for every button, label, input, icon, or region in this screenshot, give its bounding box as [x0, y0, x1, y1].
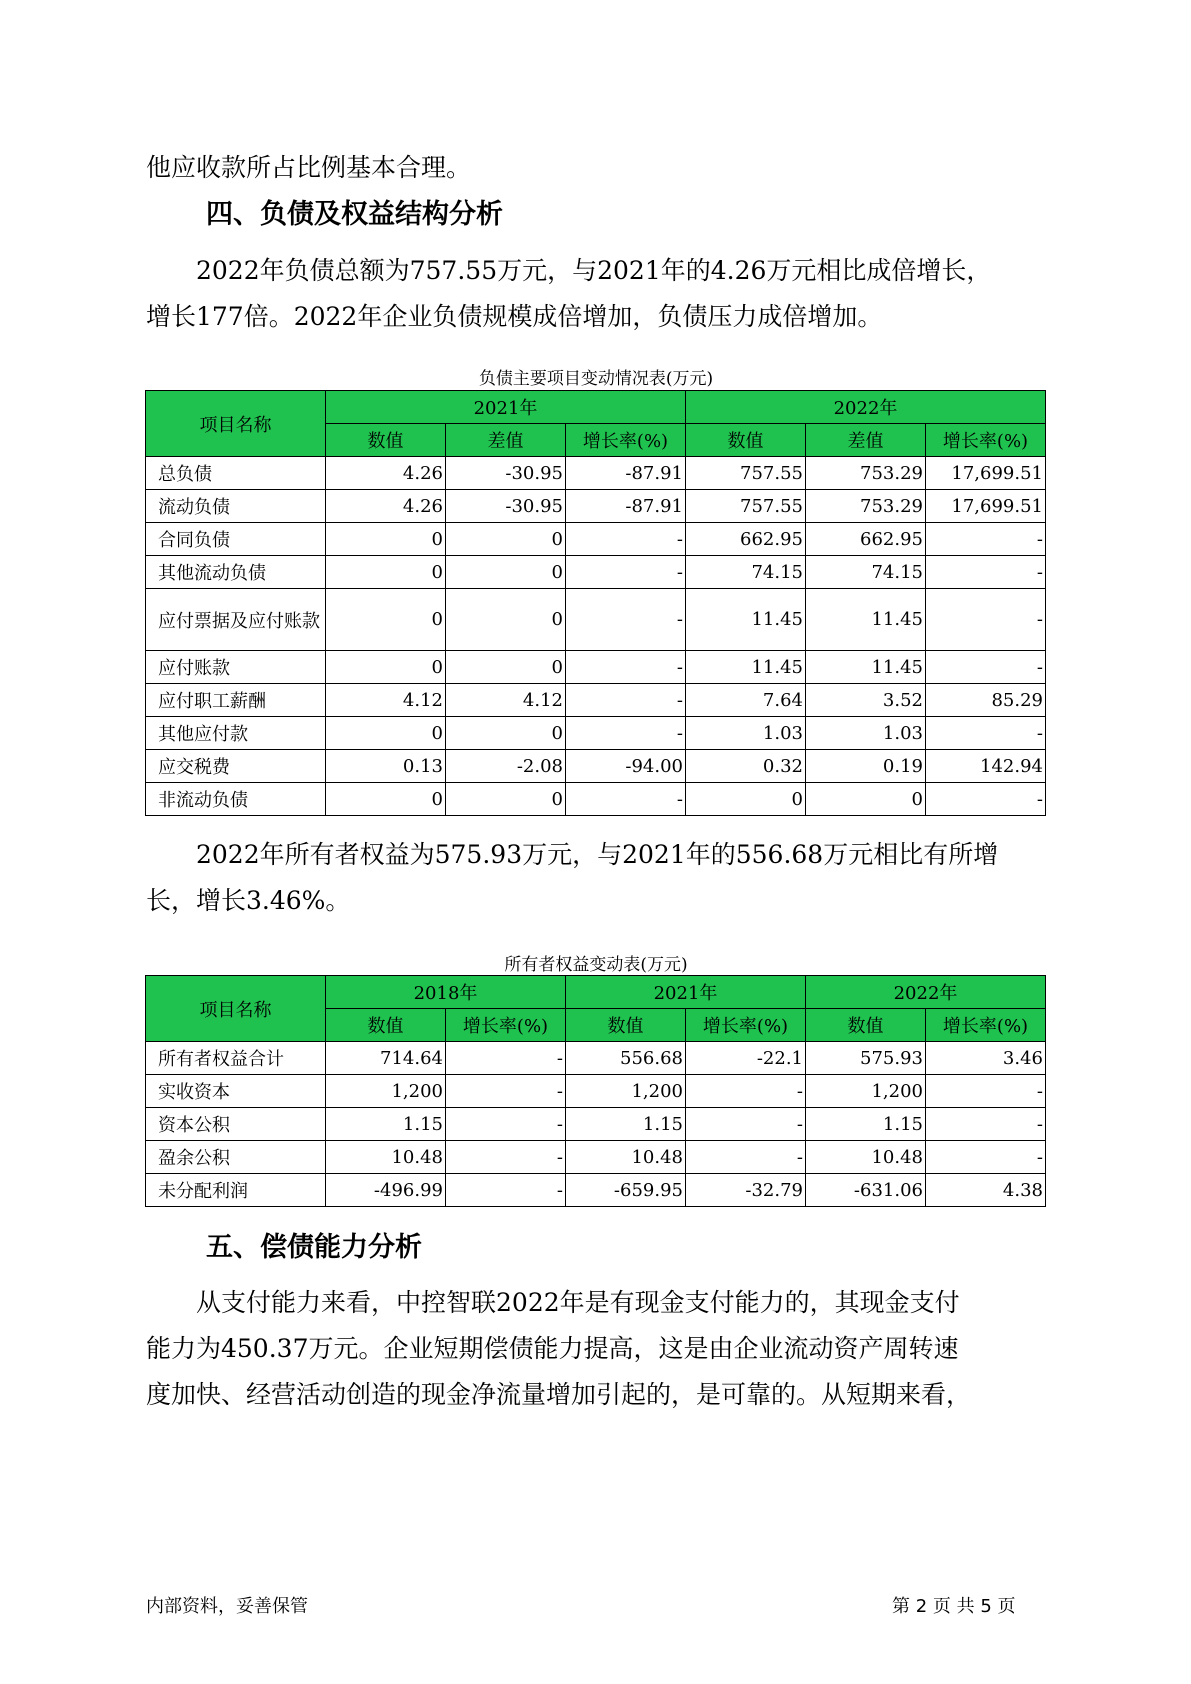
cell-value: 556.68 [566, 1042, 686, 1075]
cell-value: 7.64 [686, 684, 806, 717]
cell-value: - [926, 783, 1046, 816]
cell-value: - [566, 556, 686, 589]
col-subheader: 数值 [326, 1009, 446, 1042]
table-row [146, 651, 1046, 684]
cell-value: 753.29 [806, 457, 926, 490]
row-label: 应付票据及应付账款 [146, 589, 326, 651]
cell-value: 0.19 [806, 750, 926, 783]
cell-value: 74.15 [686, 556, 806, 589]
cell-value: 3.52 [806, 684, 926, 717]
cell-value: 4.26 [326, 457, 446, 490]
row-label: 其他流动负债 [146, 556, 326, 589]
cell-value: -659.95 [566, 1174, 686, 1207]
cell-value: 85.29 [926, 684, 1046, 717]
cell-value: 1,200 [566, 1075, 686, 1108]
cell-value: 0.13 [326, 750, 446, 783]
cell-value: 17,699.51 [926, 457, 1046, 490]
col-header-year: 2021年 [566, 976, 806, 1009]
intro-paragraph [146, 145, 1046, 191]
table-row [146, 717, 1046, 750]
cell-value: - [446, 1042, 566, 1075]
cell-value: 0 [326, 717, 446, 750]
table-row [146, 1075, 1046, 1108]
cell-value: - [566, 717, 686, 750]
footer-page-number: 第 2 页 共 5 页 [892, 1596, 1016, 1617]
cell-value: -94.00 [566, 750, 686, 783]
col-header-item: 项目名称 [146, 976, 326, 1042]
liability-table [145, 390, 1046, 816]
cell-value: - [926, 1141, 1046, 1174]
row-label: 未分配利润 [146, 1174, 326, 1207]
col-header-year-2021: 2021年 [326, 391, 686, 424]
section5-paragraph [146, 1280, 1046, 1326]
row-label: 应付账款 [146, 651, 326, 684]
cell-value: 4.26 [326, 490, 446, 523]
cell-value: - [566, 651, 686, 684]
section4-paragraph-2 [146, 832, 1046, 878]
table-row [146, 1108, 1046, 1141]
table1-caption: 负债主要项目变动情况表(万元) [478, 369, 714, 389]
cell-value: - [926, 1108, 1046, 1141]
cell-value: 0 [446, 651, 566, 684]
cell-value: 17,699.51 [926, 490, 1046, 523]
table-row [146, 523, 1046, 556]
row-label: 盈余公积 [146, 1141, 326, 1174]
cell-value: -22.1 [686, 1042, 806, 1075]
col-subheader: 数值 [686, 424, 806, 457]
cell-value: - [926, 717, 1046, 750]
cell-value: - [566, 684, 686, 717]
table-row [146, 1174, 1046, 1207]
cell-value: - [926, 1075, 1046, 1108]
cell-value: 714.64 [326, 1042, 446, 1075]
cell-value: 1.15 [326, 1108, 446, 1141]
cell-value: - [566, 523, 686, 556]
cell-value: 0 [686, 783, 806, 816]
table-row [146, 589, 1046, 651]
cell-value: 0.32 [686, 750, 806, 783]
cell-value: -30.95 [446, 457, 566, 490]
cell-value: 0 [326, 523, 446, 556]
cell-value: 1,200 [806, 1075, 926, 1108]
cell-value: 4.38 [926, 1174, 1046, 1207]
table-row [146, 750, 1046, 783]
intro-line: 他应收款所占比例基本合理。 [146, 153, 472, 182]
row-label: 所有者权益合计 [146, 1042, 326, 1075]
cell-value: 10.48 [326, 1141, 446, 1174]
row-label: 应付职工薪酬 [146, 684, 326, 717]
cell-value: 74.15 [806, 556, 926, 589]
cell-value: 11.45 [806, 589, 926, 651]
section4-paragraph-1-cont [146, 294, 1046, 340]
section4-paragraph-1 [146, 248, 1046, 294]
section4-para2-line2: 长，增长3.46%。 [146, 886, 351, 915]
cell-value: 4.12 [326, 684, 446, 717]
cell-value: - [686, 1141, 806, 1174]
section4-para1-line1: 2022年负债总额为757.55万元，与2021年的4.26万元相比成倍增长， [196, 256, 992, 285]
table-row [146, 783, 1046, 816]
row-label: 应交税费 [146, 750, 326, 783]
col-subheader: 差值 [806, 424, 926, 457]
cell-value: 0 [326, 589, 446, 651]
cell-value: 11.45 [686, 589, 806, 651]
table-row [146, 1141, 1046, 1174]
row-label: 总负债 [146, 457, 326, 490]
cell-value: -87.91 [566, 457, 686, 490]
cell-value: 142.94 [926, 750, 1046, 783]
cell-value: 757.55 [686, 490, 806, 523]
col-header-item: 项目名称 [146, 391, 326, 457]
cell-value: 753.29 [806, 490, 926, 523]
cell-value: 10.48 [806, 1141, 926, 1174]
footer-left: 内部资料，妥善保管 [146, 1596, 308, 1617]
row-label: 其他应付款 [146, 717, 326, 750]
cell-value: 0 [326, 783, 446, 816]
table-row [146, 1042, 1046, 1075]
col-header-year-2022: 2022年 [686, 391, 1046, 424]
cell-value: - [926, 651, 1046, 684]
section4-paragraph-2-cont [146, 878, 1046, 924]
col-subheader: 数值 [326, 424, 446, 457]
section5-line3: 度加快、经营活动创造的现金净流量增加引起的，是可靠的。从短期来看， [146, 1380, 972, 1409]
section5-paragraph-cont [146, 1326, 1046, 1418]
cell-value: 1.03 [686, 717, 806, 750]
row-label: 合同负债 [146, 523, 326, 556]
col-subheader: 增长率(%) [566, 424, 686, 457]
table2-caption: 所有者权益变动表(万元) [504, 955, 688, 975]
cell-value: 1.15 [806, 1108, 926, 1141]
cell-value: 0 [446, 523, 566, 556]
row-label: 非流动负债 [146, 783, 326, 816]
cell-value: - [566, 589, 686, 651]
cell-value: 0 [446, 717, 566, 750]
cell-value: 3.46 [926, 1042, 1046, 1075]
cell-value: 1.15 [566, 1108, 686, 1141]
section5-line2: 能力为450.37万元。企业短期偿债能力提高，这是由企业流动资产周转速 [146, 1334, 959, 1363]
col-subheader: 增长率(%) [446, 1009, 566, 1042]
cell-value: 11.45 [806, 651, 926, 684]
cell-value: - [926, 556, 1046, 589]
cell-value: 662.95 [686, 523, 806, 556]
cell-value: - [446, 1075, 566, 1108]
table-row [146, 490, 1046, 523]
cell-value: -30.95 [446, 490, 566, 523]
cell-value: -631.06 [806, 1174, 926, 1207]
section5-line1: 从支付能力来看，中控智联2022年是有现金支付能力的，其现金支付 [196, 1288, 960, 1317]
table-row [146, 556, 1046, 589]
section4-heading: 四、负债及权益结构分析 [206, 199, 503, 230]
row-label: 流动负债 [146, 490, 326, 523]
cell-value: -496.99 [326, 1174, 446, 1207]
cell-value: 0 [446, 589, 566, 651]
cell-value: 575.93 [806, 1042, 926, 1075]
col-header-year: 2022年 [806, 976, 1046, 1009]
col-subheader: 增长率(%) [926, 424, 1046, 457]
cell-value: 757.55 [686, 457, 806, 490]
cell-value: - [566, 783, 686, 816]
cell-value: 0 [446, 783, 566, 816]
equity-table [145, 975, 1046, 1207]
col-header-year: 2018年 [326, 976, 566, 1009]
row-label: 实收资本 [146, 1075, 326, 1108]
cell-value: 0 [806, 783, 926, 816]
cell-value: 10.48 [566, 1141, 686, 1174]
cell-value: -87.91 [566, 490, 686, 523]
cell-value: 11.45 [686, 651, 806, 684]
table-row [146, 457, 1046, 490]
col-subheader: 数值 [566, 1009, 686, 1042]
cell-value: 662.95 [806, 523, 926, 556]
cell-value: 0 [326, 556, 446, 589]
table-row [146, 684, 1046, 717]
col-subheader: 增长率(%) [686, 1009, 806, 1042]
cell-value: - [446, 1141, 566, 1174]
row-label: 资本公积 [146, 1108, 326, 1141]
cell-value: 0 [326, 651, 446, 684]
cell-value: -2.08 [446, 750, 566, 783]
section5-heading: 五、偿债能力分析 [206, 1232, 422, 1263]
cell-value: 0 [446, 556, 566, 589]
col-subheader: 数值 [806, 1009, 926, 1042]
cell-value: - [686, 1108, 806, 1141]
col-subheader: 增长率(%) [926, 1009, 1046, 1042]
cell-value: - [446, 1108, 566, 1141]
cell-value: - [686, 1075, 806, 1108]
cell-value: 1.03 [806, 717, 926, 750]
cell-value: -32.79 [686, 1174, 806, 1207]
cell-value: 1,200 [326, 1075, 446, 1108]
section4-para2-line1: 2022年所有者权益为575.93万元，与2021年的556.68万元相比有所增 [196, 840, 999, 869]
section4-para1-line2: 增长177倍。2022年企业负债规模成倍增加，负债压力成倍增加。 [146, 302, 883, 331]
cell-value: - [446, 1174, 566, 1207]
col-subheader: 差值 [446, 424, 566, 457]
cell-value: - [926, 589, 1046, 651]
cell-value: 4.12 [446, 684, 566, 717]
cell-value: - [926, 523, 1046, 556]
